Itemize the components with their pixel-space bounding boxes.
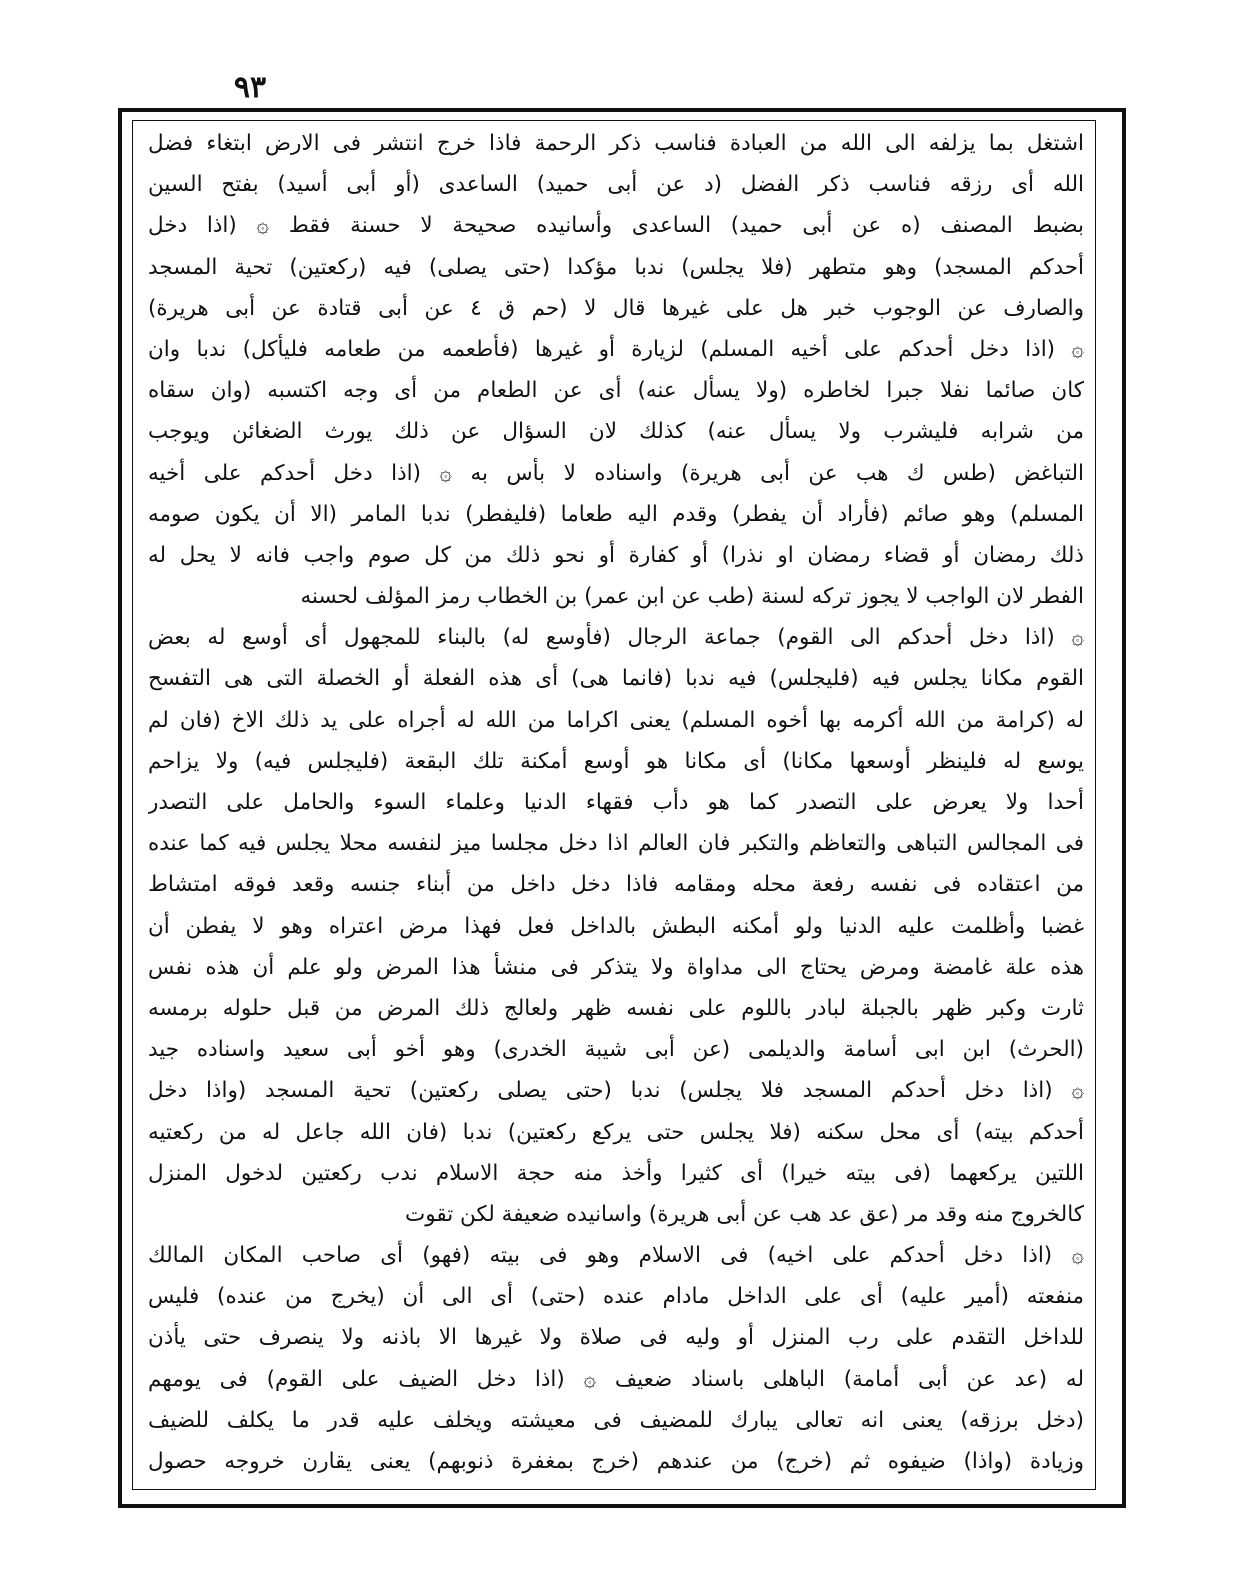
text-line: بضبط المصنف (ه عن أبى حميد) الساعدى وأسانيده صحيحة لا حسنة فقط ۞ (اذا دخل <box>148 213 1084 239</box>
text-line: التباغض (طس ك هب عن أبى هريرة) واسناده لا بأس به ۞ (اذا دخل أحدكم على أخيه <box>148 460 1084 486</box>
text-line: أحدكم المسجد) وهو متطهر (فلا يجلس) ندبا مؤكدا (حتى يصلى) فيه (ركعتين) تحية المسجد <box>148 254 1084 280</box>
text-line: منفعته (أمير عليه) أى على الداخل مادام عنده (حتى) أى الى أن (يخرج من عنده) فليس <box>148 1284 1084 1310</box>
text-line: من اعتقاده فى نفسه رفعة محله ومقامه فاذا دخل داخل من أبناء جنسه وقعد فوقه امتشاط <box>148 872 1084 898</box>
text-line: كالخروج منه وقد مر (عق عد هب عن أبى هريرة) واسانيده ضعيفة لكن تقوت <box>405 1201 1084 1227</box>
page-number: ٩٣ <box>233 70 267 105</box>
text-line: ثارت وكبر ظهر بالجبلة لبادر باللوم على نفسه ظهر ولعالج ذلك المرض من قبل حلوله برمسه <box>148 995 1084 1021</box>
text-line: هذه علة غامضة ومرض يحتاج الى مداواة ولا يتذكر فى منشأ هذا المرض ولو علم أن هذه نفس <box>148 954 1084 980</box>
text-line: ۞ (اذا دخل أحدكم على اخيه) فى الاسلام وهو فى بيته (فهو) أى صاحب المكان المالك <box>148 1243 1084 1269</box>
text-line: (دخل برزقه) يعنى انه تعالى يبارك للمضيف فى معيشته ويخلف عليه قدر ما يكلف للضيف <box>148 1407 1084 1433</box>
text-line: أحدا ولا يعرض على التصدر كما هو دأب فقهاء الدنيا وعلماء السوء والحامل على التصدر <box>148 790 1084 815</box>
text-line: فى المجالس التباهى والتعاظم والتكبر فان العالم اذا دخل مجلسا ميز لنفسه محلا يجلس فيه كما عنده <box>148 831 1084 857</box>
text-line: له (عد عن أبى أمامة) الباهلى باسناد ضعيف ۞ (اذا دخل الضيف على القوم) فى يومهم <box>148 1366 1084 1392</box>
text-line: غضبا وأظلمت عليه الدنيا ولو أمكنه البطش بالداخل فعل فهذا مرض اعتراه وهو لا يفطن أن <box>148 913 1084 939</box>
text-line: اشتغل بما يزلفه الى الله من العبادة فناسب ذكر الرحمة فاذا خرج انتشر فى الارض ابتغاء فضل <box>148 131 1084 156</box>
text-line: يوسع له فلينظر أوسعها مكانا) أى مكانا هو أوسع أمكنة تلك البقعة (فليجلس فيه) ولا يزاحم <box>148 748 1084 774</box>
text-line: القوم مكانا يجلس فيه (فليجلس) فيه ندبا (فانما هى) أى هذه الفعلة أو الخصلة التى هى التفسح <box>148 666 1084 692</box>
text-line: ۞ (اذا دخل أحدكم المسجد فلا يجلس) ندبا (حتى يصلى ركعتين) تحية المسجد (واذا دخل <box>148 1078 1084 1104</box>
text-line: للداخل التقدم على رب المنزل أو وليه فى صلاة ولا غيرها الا باذنه ولا ينصرف حتى يأذن <box>148 1325 1084 1351</box>
text-line: ۞ (اذا دخل أحدكم على أخيه المسلم) لزيارة أو غيرها (فأطعمه من طعامه فليأكل) ندبا وان <box>148 336 1084 362</box>
text-line: الله أى رزقه فناسب ذكر الفضل (د عن أبى حميد) الساعدى (أو أبى أسيد) بفتح السين <box>148 172 1084 198</box>
text-line: له (كرامة من الله أكرمه بها أخوه المسلم) يعنى اكراما من الله له أجراه على يد ذلك الاخ (فان لم <box>148 707 1084 733</box>
text-line: أحدكم بيته) أى محل سكنه (فلا يجلس حتى يركع ركعتين) ندبا (فان الله جاعل له من ركعتيه <box>148 1119 1084 1145</box>
text-line: من شرابه فليشرب ولا يسأل عنه) كذلك لان السؤال عن ذلك يورث الضغائن ويوجب <box>148 419 1084 445</box>
text-line: وزيادة (واذا) ضيفوه ثم (خرج) من عندهم (خرج بمغفرة ذنوبهم) يعنى يقارن خروجه حصول <box>148 1449 1084 1474</box>
text-line: ۞ (اذا دخل أحدكم الى القوم) جماعة الرجال (فأوسع له) بالبناء للمجهول أى أوسع له بعض <box>148 625 1084 651</box>
text-line: كان صائما نفلا جبرا لخاطره (ولا يسأل عنه) أى عن الطعام من أى وجه اكتسبه (وان سقاه <box>148 378 1084 404</box>
body-text <box>148 126 1084 1480</box>
text-line: والصارف عن الوجوب خبر هل على غيرها قال لا (حم ق ٤ عن أبى قتادة عن أبى هريرة) <box>148 295 1084 321</box>
text-line: الفطر لان الواجب لا يجوز تركه لسنة (طب عن ابن عمر) بن الخطاب رمز المؤلف لحسنه <box>300 584 1084 610</box>
text-line: المسلم) وهو صائم (فأراد أن يفطر) وقدم اليه طعاما (فليفطر) ندبا المامر (الا أن يكون صومه <box>148 501 1084 527</box>
text-line: ذلك رمضان أو قضاء رمضان او نذرا) أو كفارة أو نحو ذلك من كل صوم واجب فانه لا يحل له <box>148 542 1084 568</box>
text-line: اللتين يركعهما (فى بيته خيرا) أى كثيرا وأخذ منه حجة الاسلام ندب ركعتين لدخول المنزل <box>148 1160 1084 1186</box>
text-line: (الحرث) ابن ابى أسامة والديلمى (عن أبى شيبة الخدرى) وهو أخو أبى سعيد واسناده جيد <box>148 1037 1084 1063</box>
